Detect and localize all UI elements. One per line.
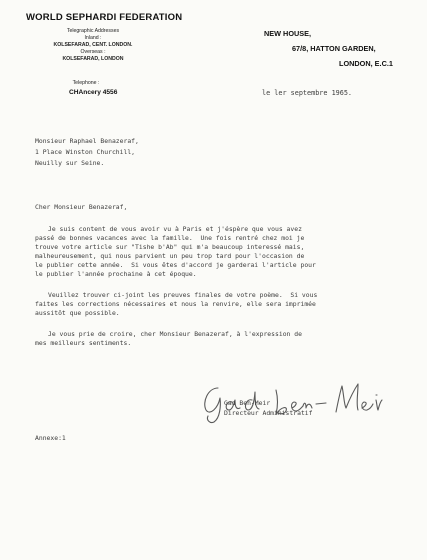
paragraph-line: le publier cette année. Si vous êtes d'accord je garderai l'article pour — [35, 261, 316, 269]
paragraph-line: faites les corrections nécessaires et nous la renvire, elle sera imprimée — [35, 300, 316, 308]
overseas-heading: Overseas : — [80, 49, 106, 55]
paragraph-line: aussitôt que possible. — [35, 309, 120, 317]
telegraphic-heading: Telegraphic Addresses — [66, 28, 120, 34]
paragraph-line: passé de bonnes vacances avec la famille. Une fois rentré chez moi je — [35, 234, 305, 242]
paragraph-line: trouve votre article sur "Tishe b'Ab" qui m'a beaucoup interessé mais, — [35, 243, 305, 251]
paragraph-line: malheureusement, qui nous parvient un peu trop tard pour l'occasion de — [35, 252, 305, 260]
recipient-city: Neuilly sur Seine. — [35, 159, 105, 167]
paragraph-line: Je suis content de vous avoir vu à Paris et j'éspère que vous avez — [48, 225, 302, 233]
signer-name: Gad Ben-Meir — [224, 399, 271, 407]
address-line-2: 67/8, HATTON GARDEN, — [292, 44, 376, 53]
paragraph-line: mes meilleurs sentiments. — [35, 339, 132, 347]
recipient-street: 1 Place Winston Churchill, — [35, 148, 136, 156]
enclosure-note: Annexe:1 — [35, 434, 66, 442]
organization-name: WORLD SEPHARDI FEDERATION — [26, 12, 183, 23]
salutation: Cher Monsieur Benazeraf, — [35, 203, 128, 211]
inland-address: KOLSEFARAD, CENT. LONDON. — [53, 42, 133, 48]
paragraph-line: Je vous prie de croire, cher Monsieur Benazeraf, à l'expression de — [48, 330, 302, 338]
address-line-3: LONDON, E.C.1 — [339, 59, 393, 68]
telephone-number: CHAncery 4556 — [69, 89, 118, 96]
overseas-address: KOLSEFARAD, LONDON — [62, 56, 124, 62]
signer-title: Directeur Administratif — [224, 409, 313, 417]
telephone-heading: Telephone : — [72, 80, 100, 86]
telegraphic-block — [48, 28, 138, 63]
paragraph-line: le publier l'année prochaine à cet époque. — [35, 270, 197, 278]
inland-heading: Inland : — [84, 35, 102, 41]
telephone-block — [56, 80, 116, 87]
paragraph-line: Veuillez trouver ci-joint les preuves finales de votre poème. Si vous — [48, 291, 318, 299]
letter-date: le ler septembre 1965. — [262, 89, 353, 97]
recipient-name: Monsieur Raphael Benazeraf, — [35, 137, 139, 145]
address-line-1: NEW HOUSE, — [264, 29, 312, 38]
